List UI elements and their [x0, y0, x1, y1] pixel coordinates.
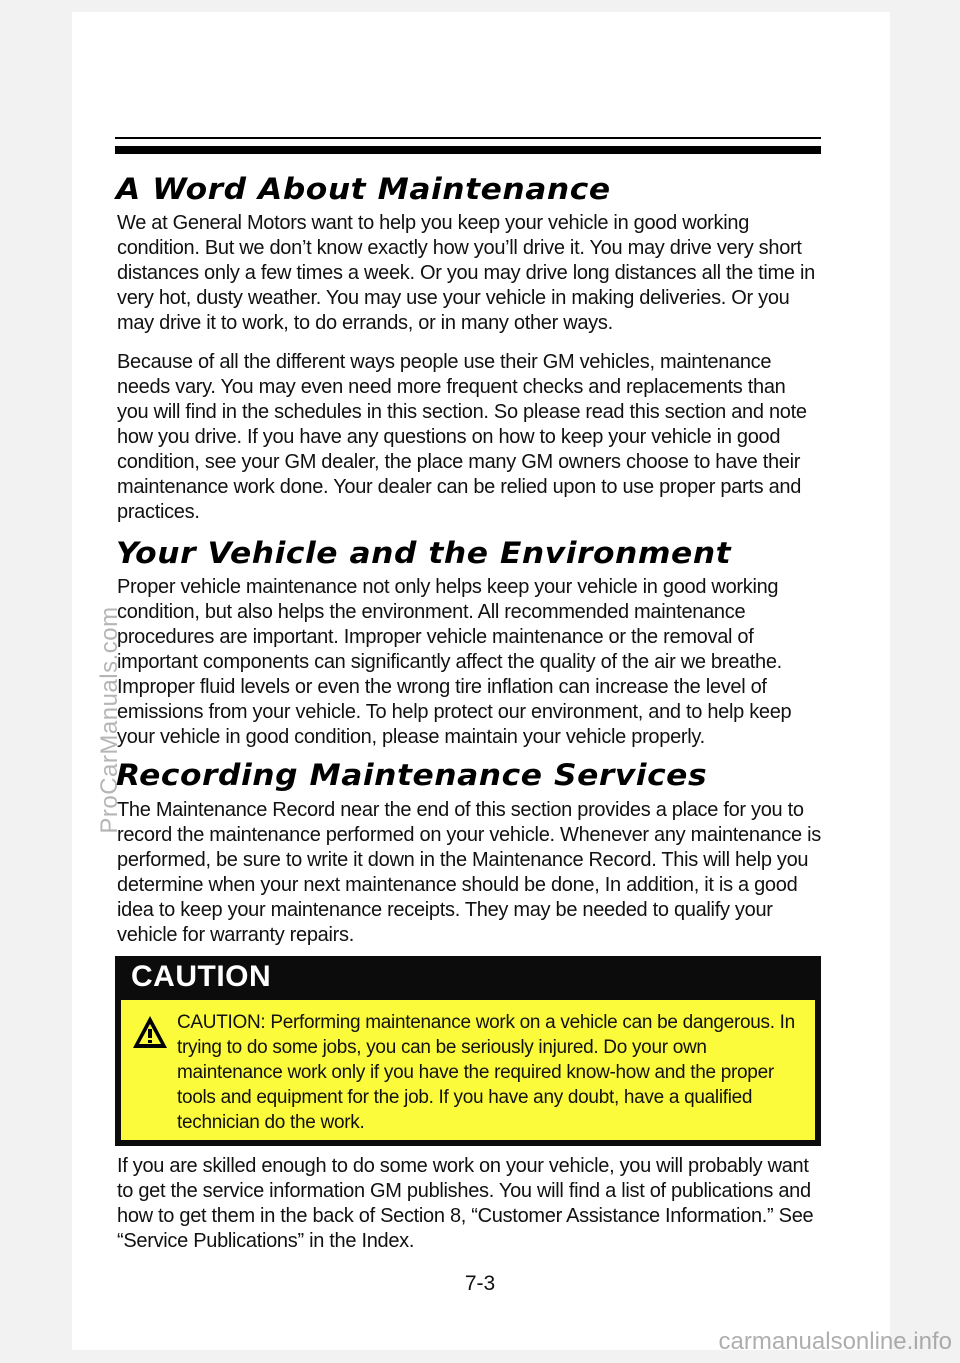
heading-word-about-maintenance: A Word About Maintenance: [116, 172, 611, 206]
caution-text: CAUTION: Performing maintenance work on a vehicle can be dangerous. In trying to do some jobs, you can be seriously injured. Do your own maintenance work only if you have the required know-how and the proper tools and equipment for the job. If you have any doubt, have a qualified technician do the work.: [177, 1012, 795, 1133]
heading-vehicle-environment: Your Vehicle and the Environment: [116, 536, 732, 570]
paragraph-maintenance-intro: We at General Motors want to help you keep your vehicle in good working condition. But we don’t know exactly how you’ll drive it. You may drive very short distances only a few times a week. Or you may drive long distances all the time in very hot, dusty weather. You may use your vehicle in making deliveries. Or you may drive it to work, to do errands, or in many other ways.: [117, 212, 815, 334]
caution-body: [121, 1000, 815, 1140]
paragraph-environment: Proper vehicle maintenance not only helps keep your vehicle in good working condition, but also helps the environment. All recommended maintenance procedures are important. Improper vehicle maintenance or the removal of important components can significantly affect the quality of the air we breathe. Improper fluid levels or even the wrong tire inflation can increase the level of emissions from your vehicle. To help protect our environment, and to help keep your vehicle in good condition, please maintain your vehicle properly.: [117, 576, 792, 748]
watermark-procarmanuals: ProCarManuals.com: [96, 606, 123, 834]
caution-title: CAUTION: [131, 960, 272, 993]
top-rule-thick: [115, 146, 821, 154]
watermark-carmanualsonline: carmanualsonline.info: [718, 1328, 952, 1355]
top-rule-thin: [115, 137, 821, 139]
warning-triangle-icon: [131, 1014, 169, 1050]
page-number: 7-3: [464, 1272, 496, 1295]
heading-recording-maintenance: Recording Maintenance Services: [116, 758, 708, 792]
paragraph-service-publications: If you are skilled enough to do some work on your vehicle, you will probably want to get the service information GM publishes. You will find a list of publications and how to get them in the back of Section 8, “Customer Assistance Information.” See “Service Publications” in the Index.: [117, 1155, 814, 1252]
paragraph-maintenance-needs: Because of all the different ways people use their GM vehicles, maintenance needs vary. You may even need more frequent checks and replacements than you will find in the schedules in this section. So please read this section and note how you drive. If you have any questions on how to keep your vehicle in good condition, see your GM dealer, the place many GM owners choose to have their maintenance work done. Your dealer can be relied upon to use proper parts and practices.: [117, 351, 807, 523]
caution-box: [115, 956, 821, 1146]
paragraph-recording-maintenance: The Maintenance Record near the end of this section provides a place for you to record the maintenance performed on your vehicle. Whenever any maintenance is performed, be sure to write it down in the Maintenance Record. This will help you determine when your next maintenance should be done, In addition, it is a good idea to keep your maintenance receipts. They may be needed to qualify your vehicle for warranty repairs.: [117, 799, 821, 946]
